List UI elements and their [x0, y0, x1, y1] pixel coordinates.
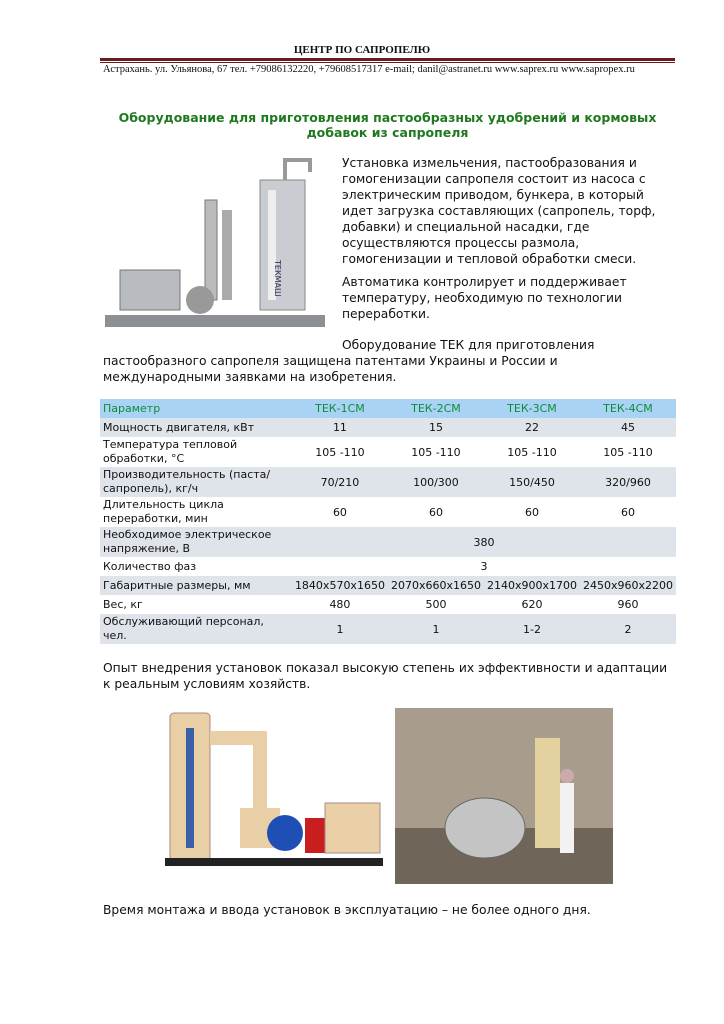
table-row — [100, 467, 676, 497]
param-name: Необходимое электрическое напряжение, В — [100, 527, 292, 557]
table-row — [100, 595, 676, 614]
col-header: ТЕК-1СМ — [292, 399, 388, 418]
param-value: 2 — [580, 614, 676, 644]
param-name: Мощность двигателя, кВт — [100, 418, 292, 437]
param-value: 60 — [620, 505, 635, 519]
installation-site-photo — [395, 708, 613, 884]
conclusion-paragraph: Опыт внедрения установок показал высокую степень их эффективности и адаптации к реальным условиям хозяйств. — [103, 661, 668, 691]
intro-paragraph-3 — [103, 337, 678, 385]
param-value: 480 — [329, 598, 351, 611]
param-name: Вес, кг — [103, 597, 143, 611]
col-header: ТЕК-2СМ — [388, 399, 484, 418]
param-value: 2140x900x1700 — [484, 576, 580, 595]
param-value: 960 — [617, 598, 639, 611]
table-row — [100, 437, 676, 467]
param-value: 105 -110 — [315, 445, 365, 459]
equipment-photo-steel — [100, 150, 340, 345]
param-value: 2070x660x1650 — [388, 576, 484, 595]
intro-paragraph-1: Установка измельчения, пастообразования и гомогенизации сапропеля состоит из насоса с электрическим приводом, бункера, в который идет загрузка составляющих (сапропель, торф, добавки) и специальной насадки, где осуществляются процессы размола, гомогенизации и тепловой обработки смеси. — [342, 156, 656, 266]
param-value: 60 — [332, 505, 347, 519]
param-value: 3 — [480, 560, 488, 573]
param-value: 500 — [425, 598, 447, 611]
param-name: Длительность цикла переработки, мин — [103, 498, 224, 525]
param-value: 15 — [388, 418, 484, 437]
specs-table — [100, 399, 676, 644]
param-value: 60 — [524, 505, 539, 519]
col-header: ТЕК-4СМ — [580, 399, 676, 418]
param-value: 380 — [292, 527, 676, 557]
param-name: Температура тепловой обработки, °С — [103, 438, 238, 465]
param-value: 1840x570x1650 — [292, 576, 388, 595]
param-value: 105 -110 — [507, 445, 557, 459]
param-value: 320/960 — [580, 467, 676, 497]
col-header: Параметр — [100, 399, 292, 418]
param-value: 620 — [521, 598, 543, 611]
param-value: 60 — [428, 505, 443, 519]
param-value: 1 — [388, 614, 484, 644]
param-value: 1 — [292, 614, 388, 644]
param-value: 105 -110 — [603, 445, 653, 459]
col-header: ТЕК-3СМ — [484, 399, 580, 418]
param-value: 150/450 — [484, 467, 580, 497]
param-name: Габаритные размеры, мм — [100, 576, 292, 595]
header-rule-thin — [100, 62, 675, 63]
table-row — [100, 497, 676, 527]
param-value: 22 — [484, 418, 580, 437]
param-value: 1-2 — [484, 614, 580, 644]
param-name: Количество фаз — [103, 559, 197, 573]
table-row — [100, 576, 676, 595]
brand-logo: ТЕКМАШ — [273, 260, 282, 297]
param-value: 105 -110 — [411, 445, 461, 459]
table-row — [100, 557, 676, 576]
param-value: 70/210 — [292, 467, 388, 497]
param-value: 45 — [580, 418, 676, 437]
footer-paragraph: Время монтажа и ввода установок в эксплуатацию – не более одного дня. — [103, 903, 591, 917]
org-header: ЦЕНТР ПО САПРОПЕЛЮ — [293, 44, 431, 56]
table-row — [100, 418, 676, 437]
table-row — [100, 527, 676, 557]
param-value: 11 — [292, 418, 388, 437]
contact-line: Астрахань. ул. Ульянова, 67 тел. +79086132220, +79608517317 e-mail; danil@astranet.ru www.saprex.ru www.sapropex.ru — [103, 64, 635, 75]
header-rule — [100, 58, 675, 61]
page-title: Оборудование для приготовления пастообразных удобрений и кормовых добавок из сапропеля — [118, 110, 657, 140]
table-row — [100, 614, 676, 644]
param-name: Производительность (паста/сапропель), кг/ч — [100, 467, 292, 497]
param-value: 2450x960x2200 — [580, 576, 676, 595]
patent-text: Оборудование ТЕК для приготовления пастообразного сапропеля защищена патентами Украины и России и международными заявками на изобретения. — [103, 338, 595, 384]
table-header — [100, 399, 676, 418]
param-value: 100/300 — [388, 467, 484, 497]
intro-paragraph-2: Автоматика контролирует и поддерживает температуру, необходимую по технологии переработки. — [342, 275, 627, 321]
equipment-photo-beige — [160, 708, 388, 888]
param-name: Обслуживающий персонал, чел. — [100, 614, 292, 644]
